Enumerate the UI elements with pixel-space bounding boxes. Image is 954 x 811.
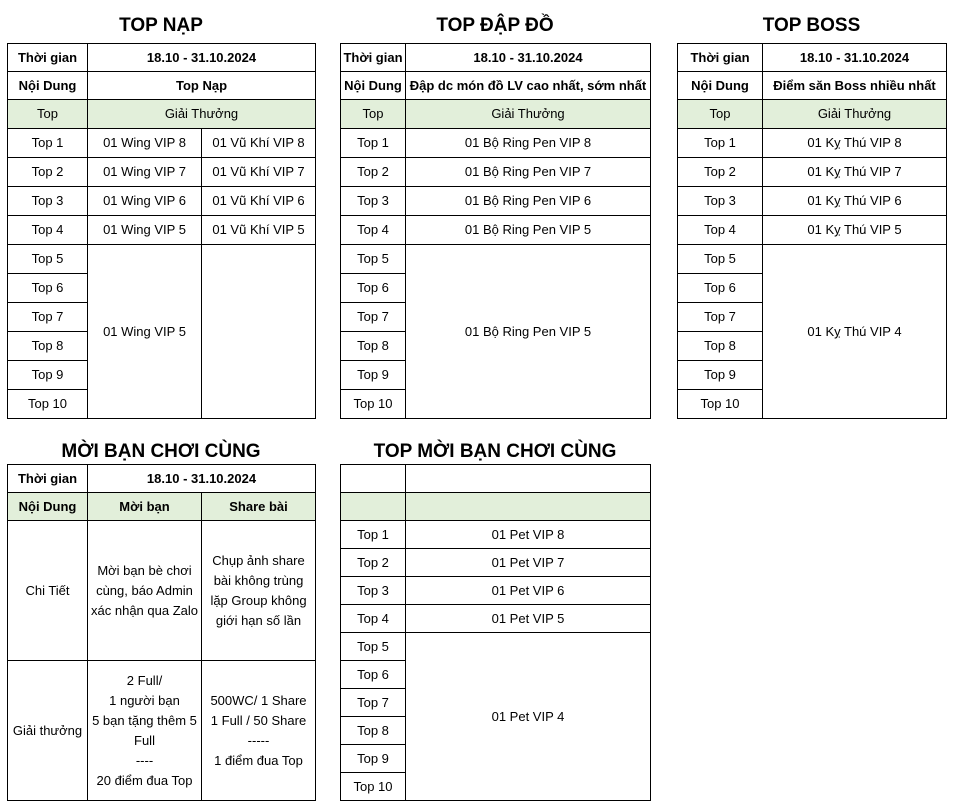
rank-cell: Top 8 bbox=[678, 332, 763, 361]
time-value: 18.10 - 31.10.2024 bbox=[763, 44, 947, 72]
text-line: Full bbox=[134, 732, 155, 748]
rank-cell: Top 3 bbox=[678, 187, 763, 216]
table-row bbox=[341, 187, 651, 216]
text-line: 500WC/ 1 Share bbox=[210, 692, 307, 708]
reward-cell: 01 Kỵ Thú VIP 7 bbox=[763, 158, 947, 187]
reward-cell: 01 Bộ Ring Pen VIP 7 bbox=[406, 158, 651, 187]
rank-cell: Top 5 bbox=[341, 633, 406, 661]
table-row bbox=[8, 129, 316, 158]
rank-cell: Top 4 bbox=[8, 216, 88, 245]
empty-cell bbox=[202, 245, 316, 419]
content-label: Nội Dung bbox=[341, 72, 406, 100]
rank-cell: Top 1 bbox=[8, 129, 88, 158]
top-boss-table bbox=[677, 43, 947, 419]
rank-cell: Top 9 bbox=[678, 361, 763, 390]
reward-cell: 01 Kỵ Thú VIP 6 bbox=[763, 187, 947, 216]
rank-cell: Top 6 bbox=[8, 274, 88, 303]
detail-share-cell bbox=[202, 521, 316, 661]
empty-cell bbox=[341, 465, 406, 493]
text-line: cùng, báo Admin bbox=[96, 582, 193, 598]
content-value: Điểm săn Boss nhiều nhất bbox=[763, 72, 947, 100]
top-dap-do-table bbox=[340, 43, 651, 419]
rank-cell: Top 3 bbox=[341, 577, 406, 605]
rank-cell: Top 4 bbox=[678, 216, 763, 245]
col-reward-header: Giải Thưởng bbox=[406, 100, 651, 129]
rank-cell: Top 6 bbox=[341, 661, 406, 689]
rank-cell: Top 2 bbox=[341, 158, 406, 187]
rank-cell: Top 2 bbox=[8, 158, 88, 187]
table-row bbox=[678, 129, 947, 158]
col-reward-header: Giải Thưởng bbox=[88, 100, 316, 129]
table-row bbox=[341, 521, 651, 549]
reward-cell: 01 Bộ Ring Pen VIP 5 bbox=[406, 216, 651, 245]
time-label: Thời gian bbox=[8, 44, 88, 72]
empty-cell bbox=[406, 465, 651, 493]
top-moi-ban-table bbox=[340, 464, 651, 801]
time-value: 18.10 - 31.10.2024 bbox=[88, 465, 316, 493]
reward-invite-cell bbox=[88, 661, 202, 801]
rank-cell: Top 6 bbox=[341, 274, 406, 303]
table-row bbox=[678, 216, 947, 245]
table-row bbox=[341, 549, 651, 577]
text-line: xác nhận qua Zalo bbox=[91, 602, 198, 618]
text-line: giới hạn số lần bbox=[215, 612, 302, 628]
table-row bbox=[678, 187, 947, 216]
rank-cell: Top 10 bbox=[341, 390, 406, 419]
table-row bbox=[8, 245, 316, 274]
rank-cell: Top 5 bbox=[8, 245, 88, 274]
reward-cell: 01 Wing VIP 7 bbox=[88, 158, 202, 187]
table-row bbox=[341, 129, 651, 158]
text-line: 2 Full/ bbox=[126, 672, 163, 688]
rank-cell: Top 8 bbox=[341, 717, 406, 745]
rank-cell: Top 8 bbox=[8, 332, 88, 361]
reward-cell: 01 Wing VIP 6 bbox=[88, 187, 202, 216]
content-label: Nội Dung bbox=[8, 72, 88, 100]
reward-cell: 01 Wing VIP 8 bbox=[88, 129, 202, 158]
reward-share-cell bbox=[202, 661, 316, 801]
rank-cell: Top 7 bbox=[678, 303, 763, 332]
empty-header-cell bbox=[406, 493, 651, 521]
reward-cell: 01 Kỵ Thú VIP 8 bbox=[763, 129, 947, 158]
col-top-header: Top bbox=[678, 100, 763, 129]
rank-cell: Top 9 bbox=[341, 745, 406, 773]
rank-cell: Top 2 bbox=[341, 549, 406, 577]
top-nap-title: TOP NẠP bbox=[119, 15, 203, 36]
text-line: ----- bbox=[247, 732, 270, 748]
reward-cell: 01 Pet VIP 5 bbox=[406, 605, 651, 633]
reward-cell: 01 Pet VIP 7 bbox=[406, 549, 651, 577]
rank-cell: Top 10 bbox=[8, 390, 88, 419]
text-line: Chụp ảnh share bbox=[212, 552, 305, 568]
reward-cell: 01 Vũ Khí VIP 7 bbox=[202, 158, 316, 187]
rank-cell: Top 10 bbox=[678, 390, 763, 419]
rank-cell: Top 1 bbox=[678, 129, 763, 158]
text-line: bài không trùng bbox=[213, 572, 304, 588]
rank-cell: Top 7 bbox=[341, 689, 406, 717]
rank-cell: Top 1 bbox=[341, 129, 406, 158]
reward-cell: 01 Bộ Ring Pen VIP 6 bbox=[406, 187, 651, 216]
table-row bbox=[8, 216, 316, 245]
text-line: ---- bbox=[135, 752, 154, 768]
merged-reward-cell: 01 Bộ Ring Pen VIP 5 bbox=[406, 245, 651, 419]
reward-cell: 01 Vũ Khí VIP 5 bbox=[202, 216, 316, 245]
time-label: Thời gian bbox=[678, 44, 763, 72]
merged-reward-cell: 01 Kỵ Thú VIP 4 bbox=[763, 245, 947, 419]
moi-ban-table bbox=[7, 464, 316, 801]
time-value: 18.10 - 31.10.2024 bbox=[88, 44, 316, 72]
rank-cell: Top 3 bbox=[341, 187, 406, 216]
table-row bbox=[8, 187, 316, 216]
table-row bbox=[341, 577, 651, 605]
text-line: Mời bạn bè chơi bbox=[97, 562, 192, 578]
top-nap-table bbox=[7, 43, 316, 419]
time-label: Thời gian bbox=[8, 465, 88, 493]
text-line: 1 người bạn bbox=[109, 692, 180, 708]
text-line: 1 Full / 50 Share bbox=[210, 712, 307, 728]
text-line: 20 điểm đua Top bbox=[96, 772, 193, 788]
text-line: 1 điểm đua Top bbox=[214, 752, 303, 768]
time-label: Thời gian bbox=[341, 44, 406, 72]
rank-cell: Top 1 bbox=[341, 521, 406, 549]
detail-label: Chi Tiết bbox=[8, 521, 88, 661]
rank-cell: Top 10 bbox=[341, 773, 406, 801]
detail-invite-cell bbox=[88, 521, 202, 661]
merged-reward-cell: 01 Wing VIP 5 bbox=[88, 245, 202, 419]
col-top-header: Top bbox=[341, 100, 406, 129]
rank-cell: Top 4 bbox=[341, 216, 406, 245]
reward-cell: 01 Pet VIP 6 bbox=[406, 577, 651, 605]
reward-cell: 01 Vũ Khí VIP 6 bbox=[202, 187, 316, 216]
empty-header-cell bbox=[341, 493, 406, 521]
reward-cell: 01 Wing VIP 5 bbox=[88, 216, 202, 245]
rank-cell: Top 6 bbox=[678, 274, 763, 303]
content-label: Nội Dung bbox=[678, 72, 763, 100]
table-row bbox=[341, 245, 651, 274]
table-row bbox=[341, 633, 651, 661]
col-share-header: Share bài bbox=[202, 493, 316, 521]
table-row bbox=[678, 245, 947, 274]
rank-cell: Top 9 bbox=[8, 361, 88, 390]
reward-cell: 01 Bộ Ring Pen VIP 8 bbox=[406, 129, 651, 158]
rank-cell: Top 4 bbox=[341, 605, 406, 633]
top-boss-title: TOP BOSS bbox=[762, 15, 861, 36]
text-line: 5 bạn tặng thêm 5 bbox=[92, 712, 197, 728]
table-row bbox=[341, 605, 651, 633]
reward-cell: 01 Kỵ Thú VIP 5 bbox=[763, 216, 947, 245]
content-value: Đập dc món đồ LV cao nhất, sớm nhất bbox=[406, 72, 651, 100]
content-label: Nội Dung bbox=[8, 493, 88, 521]
merged-reward-cell: 01 Pet VIP 4 bbox=[406, 633, 651, 801]
table-row bbox=[8, 158, 316, 187]
moi-ban-title: MỜI BẠN CHƠI CÙNG bbox=[61, 441, 261, 462]
table-row bbox=[341, 216, 651, 245]
table-row bbox=[341, 158, 651, 187]
time-value: 18.10 - 31.10.2024 bbox=[406, 44, 651, 72]
col-reward-header: Giải Thưởng bbox=[763, 100, 947, 129]
top-moi-ban-title: TOP MỜI BẠN CHƠI CÙNG bbox=[373, 441, 617, 462]
rank-cell: Top 7 bbox=[8, 303, 88, 332]
table-row bbox=[678, 158, 947, 187]
reward-cell: 01 Vũ Khí VIP 8 bbox=[202, 129, 316, 158]
rank-cell: Top 5 bbox=[678, 245, 763, 274]
top-dap-do-title: TOP ĐẬP ĐỒ bbox=[436, 15, 554, 36]
text-line: lặp Group không bbox=[210, 592, 307, 608]
rank-cell: Top 2 bbox=[678, 158, 763, 187]
reward-cell: 01 Pet VIP 8 bbox=[406, 521, 651, 549]
rank-cell: Top 7 bbox=[341, 303, 406, 332]
rank-cell: Top 3 bbox=[8, 187, 88, 216]
col-top-header: Top bbox=[8, 100, 88, 129]
content-value: Top Nạp bbox=[88, 72, 316, 100]
rank-cell: Top 9 bbox=[341, 361, 406, 390]
reward-label: Giải thưởng bbox=[8, 661, 88, 801]
rank-cell: Top 8 bbox=[341, 332, 406, 361]
col-invite-header: Mời bạn bbox=[88, 493, 202, 521]
rank-cell: Top 5 bbox=[341, 245, 406, 274]
